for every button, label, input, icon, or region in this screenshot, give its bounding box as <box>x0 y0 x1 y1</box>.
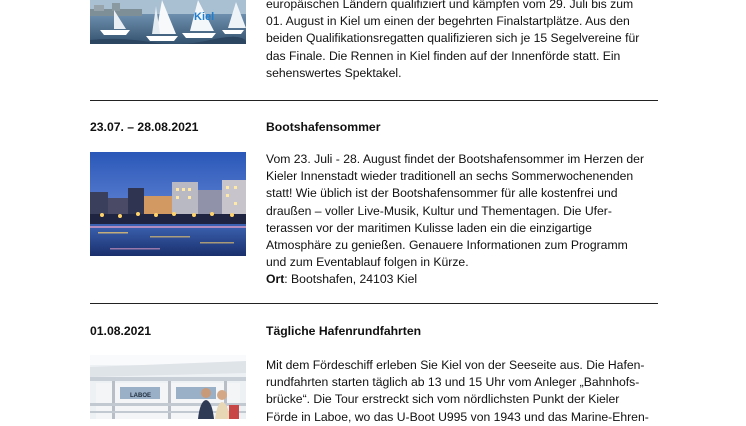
harbour-evening-photo <box>90 152 246 256</box>
text-line: europäischen Ländern qualifiziert und kämpfen vom 29. Juli bis zum <box>266 0 634 11</box>
kiel-sail-sign: Kiel <box>194 11 215 23</box>
text-line: 01. August in Kiel um einen der begehrten Finalstartplätze. Aus den <box>266 14 630 29</box>
event-3-description <box>266 357 658 426</box>
sailing-regatta-image <box>90 0 246 44</box>
text-line: Förde in Laboe, wo das U-Boot U995 von 1943 und das Marine-Ehren- <box>266 409 649 424</box>
sailing-regatta-photo <box>90 0 246 44</box>
text-line: Vom 23. Juli - 28. August findet der Bootshafensommer im Herzen der <box>266 152 645 166</box>
text-line: brücke“. Die Tour erstreckt sich vom nördlichsten Punkt der Kieler <box>266 392 620 407</box>
location-line <box>266 271 658 288</box>
bootshafen-image <box>90 152 246 256</box>
event-date: 01.08.2021 <box>90 324 151 338</box>
text-line: Kieler Innenstadt wieder traditionell an sechs Sommerwochenenden <box>266 169 634 184</box>
text-line: statt! Wie üblich ist der Bootshafensommer für alle kostenfrei und <box>266 186 618 201</box>
harbour-boat-photo <box>90 355 246 419</box>
text-line: terassen vor der maritimen Kulisse laden ein die einzigartige <box>266 220 592 235</box>
text-line: und zum Eventablauf folgen in Kürze. <box>266 255 469 270</box>
text-line: Atmosphäre zu genießen. Genauere Informationen zum Programm <box>266 238 628 253</box>
ship-deck-image <box>90 355 246 419</box>
text-line: Mit dem Fördeschiff erleben Sie Kiel von der Seeseite aus. Die Hafen- <box>266 358 645 372</box>
section-divider <box>90 100 658 101</box>
event-title: Tägliche Hafenrundfahrten <box>266 324 422 338</box>
location-label: Ort <box>266 272 285 287</box>
text-line: beiden Qualifikationsregatten qualifizieren sich je 15 Segelvereine für <box>266 31 640 46</box>
location-value: : Bootshafen, 24103 Kiel <box>284 272 418 287</box>
event-date: 23.07. – 28.08.2021 <box>90 120 199 134</box>
text-line: sehenswertes Spektakel. <box>266 65 402 80</box>
text-line: das Finale. Die Rennen in Kiel finden auf der Innenförde statt. Ein <box>266 48 621 63</box>
text-line: rundfahrten starten täglich ab 13 und 15 Uhr vom Anleger „Bahnhofs- <box>266 375 640 390</box>
text-line: draußen – voller Live-Musik, Kultur und Thementagen. Die Ufer- <box>266 203 612 218</box>
ship-name-sign: LABOE <box>130 393 151 399</box>
section-divider <box>90 303 658 304</box>
event-title: Bootshafensommer <box>266 120 381 134</box>
event-2-description <box>266 151 658 289</box>
event-1-description <box>266 0 658 82</box>
